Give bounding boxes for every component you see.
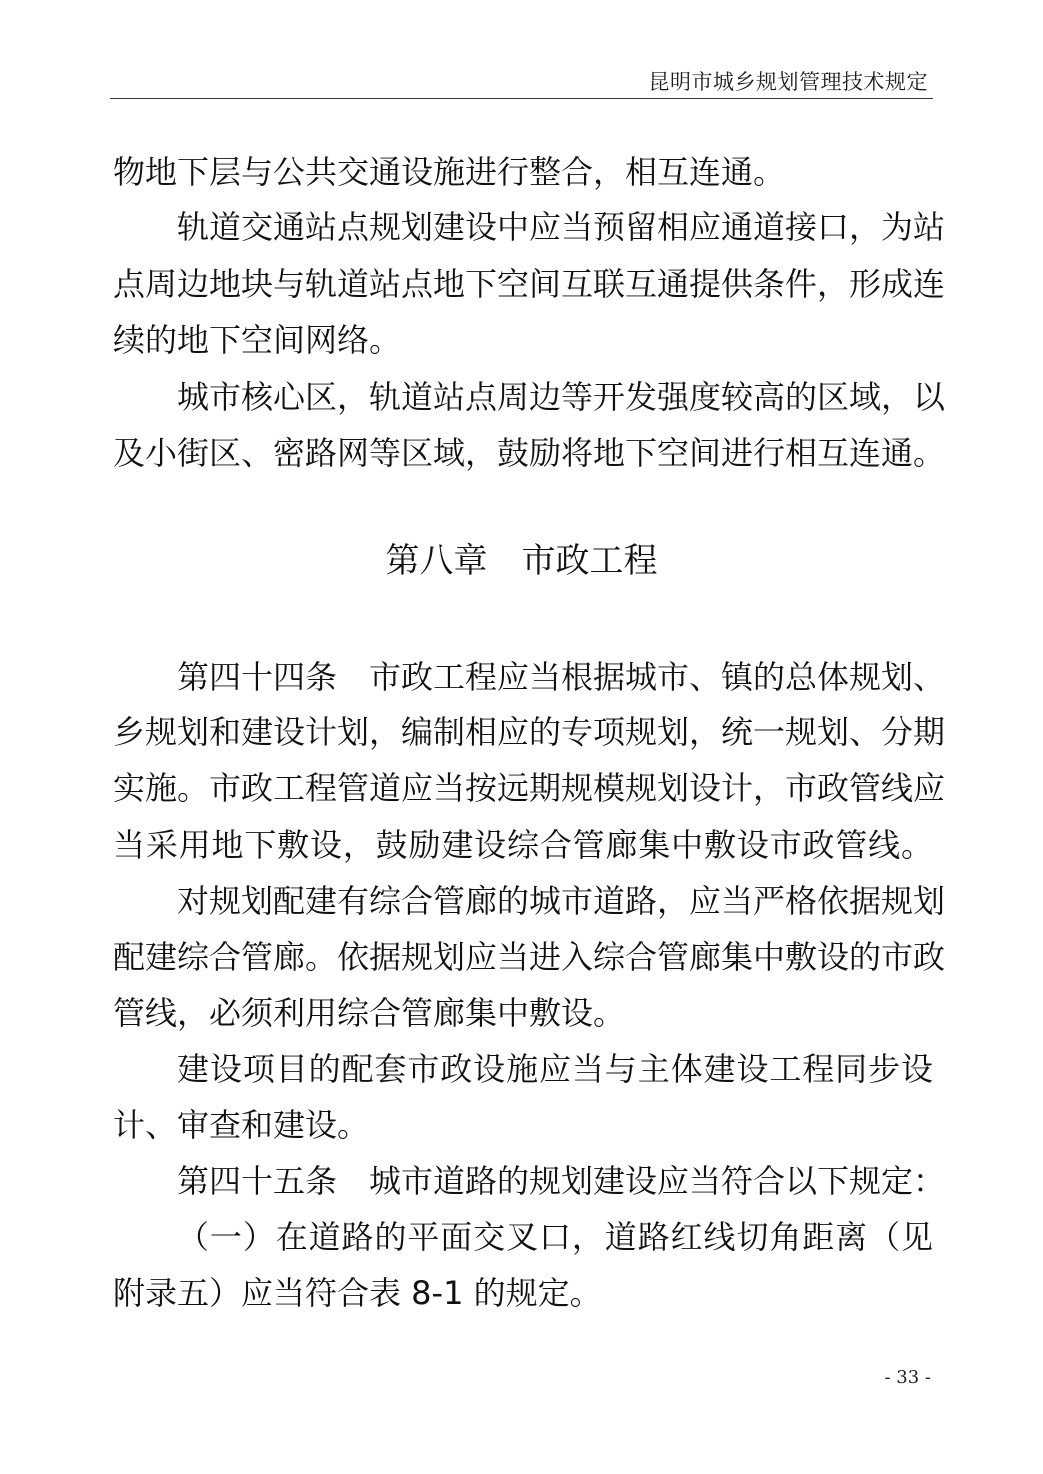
article45-line-3: 附录五）应当符合表 8-1 的规定。	[113, 1274, 602, 1312]
article44-line-1: 第四十四条 市政工程应当根据城市、镇的总体规划、	[177, 658, 946, 696]
body-line-4: 续的地下空间网络。	[113, 321, 402, 359]
running-header-title: 昆明市城乡规划管理技术规定	[648, 70, 928, 94]
article44-line-2: 乡规划和建设计划，编制相应的专项规划，统一规划、分期	[113, 713, 946, 751]
header-divider	[110, 98, 933, 99]
body-line-5: 城市核心区，轨道站点周边等开发强度较高的区域，以	[177, 378, 946, 416]
article44-line-4: 当采用地下敷设，鼓励建设综合管廊集中敷设市政管线。	[113, 826, 933, 864]
body-line-6: 及小街区、密路网等区域，鼓励将地下空间进行相互连通。	[113, 434, 946, 472]
article44-line-8: 建设项目的配套市政设施应当与主体建设工程同步设	[177, 1050, 933, 1088]
article44-line-9: 计、审查和建设。	[113, 1106, 370, 1144]
article45-line-1: 第四十五条 城市道路的规划建设应当符合以下规定：	[177, 1162, 946, 1200]
page-number: - 33 -	[884, 1367, 931, 1388]
chapter-heading: 第八章 市政工程	[385, 541, 658, 581]
article44-line-3: 实施。市政工程管道应当按远期规模规划设计，市政管线应	[113, 769, 946, 807]
body-line-1: 物地下层与公共交通设施进行整合，相互连通。	[113, 153, 786, 191]
article45-line-2: （一）在道路的平面交叉口，道路红线切角距离（见	[177, 1218, 933, 1256]
article44-line-5: 对规划配建有综合管廊的城市道路，应当严格依据规划	[177, 882, 946, 920]
body-line-2: 轨道交通站点规划建设中应当预留相应通道接口，为站	[177, 208, 946, 246]
article44-line-7: 管线，必须利用综合管廊集中敷设。	[113, 994, 626, 1032]
article44-line-6: 配建综合管廊。依据规划应当进入综合管廊集中敷设的市政	[113, 938, 946, 976]
body-line-3: 点周边地块与轨道站点地下空间互联互通提供条件，形成连	[113, 265, 946, 303]
